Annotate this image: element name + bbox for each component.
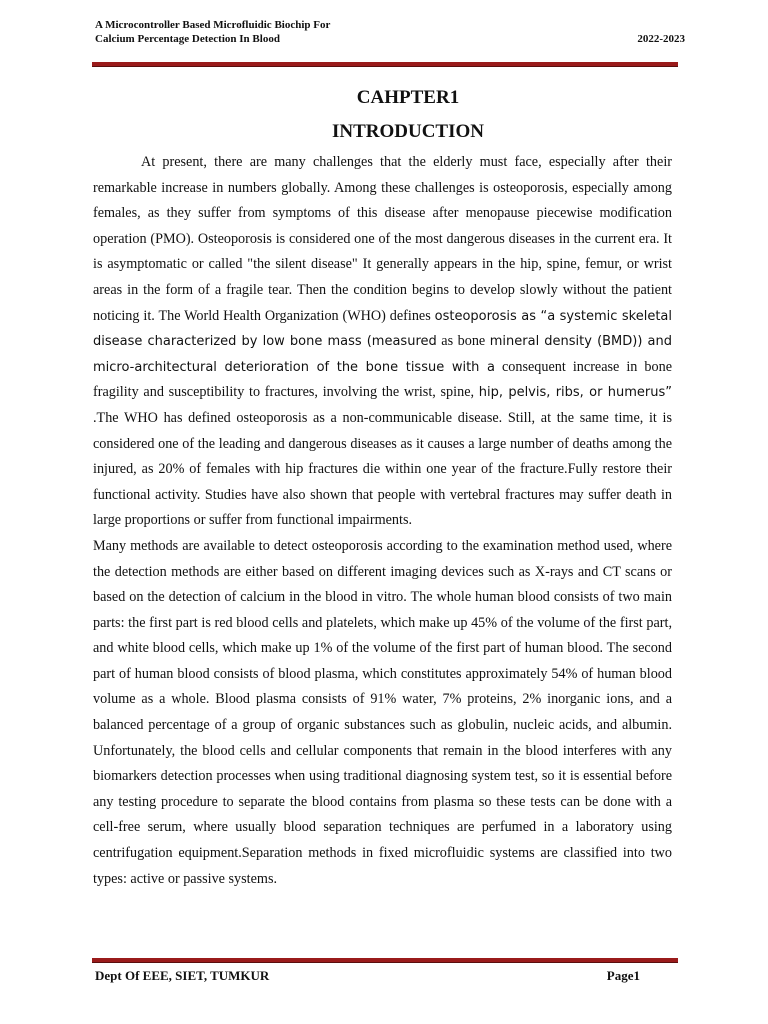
header-title xyxy=(95,18,687,46)
body-text xyxy=(93,150,672,892)
header-year: 2022-2023 xyxy=(637,33,685,45)
header-title-line2: Calcium Percentage Detection In Blood xyxy=(95,33,280,45)
chapter-title: INTRODUCTION xyxy=(331,121,485,142)
footer-dept: Dept Of EEE, SIET, TUMKUR xyxy=(95,968,270,983)
p1-quote-1: osteoporosis as “a systemic skeletal disease characterized by low bone mass (measured xyxy=(93,308,672,350)
p1-text-3: consequent increase in bone fragility and susceptibility to fractures, involving the wrist, spine, xyxy=(93,358,672,401)
header-rule xyxy=(92,62,678,67)
p1-text-4: .The WHO has defined osteoporosis as a non-communicable disease. Still, at the same time, it is considered one of the leading and dangerous diseases as it causes a large number of deaths among the injured, as 20% of females with hip fractures die within one year of the fracture.Fully restore their functional activity. Studies have also shown that people with vertebral fractures may suffer death in large proportions or suffer from functional impairments. xyxy=(93,409,672,529)
p1-text-2: as bone xyxy=(436,333,490,350)
paragraph-2: Many methods are available to detect osteoporosis according to the examination method used, where the detection methods are either based on different imaging devices such as X-rays and CT scans or based on the detection of calcium in the blood in vitro. The whole human blood consists of two main parts: the first part is red blood cells and platelets, which make up 45% of the volume of the first part, and white blood cells, which make up 1% of the volume of the first part of human blood. The second part of human blood consists of blood plasma, which constitutes approximately 54% of human blood volume as a whole. Blood plasma consists of 91% water, 7% proteins, 2% inorganic ions, and a balanced percentage of a group of organic substances such as globulin, nucleic acids, and albumin. Unfortunately, the blood cells and cellular components that remain in the blood interferes with any biomarkers detection processes when using traditional diagnosing system test, so it is essential before any testing procedure to separate the blood contains from plasma so these tests can be done with a cell-free serum, where usually blood separation techniques are perfumed in a laboratory using centrifugation equipment.Separation methods in fixed microfluidic systems are classified into two types: active or passive systems. xyxy=(93,537,672,887)
paragraph-1 xyxy=(93,150,672,534)
footer-rule xyxy=(92,958,678,963)
chapter-number: CAHPTER1 xyxy=(356,87,460,108)
p1-text-1: At present, there are many challenges that the elderly must face, especially after their remarkable increase in numbers globally. Among these challenges is osteoporosis, especially among females, as they suffer from symptoms of this disease after menopause piecewise modification operation (PMO). Osteoporosis is considered one of the most dangerous diseases in the current era. It is asymptomatic or called "the silent disease" It generally appears in the hip, spine, femur, or wrist areas in the form of a fragile tear. Then the condition begins to develop slowly without the patient noticing it. The World Health Organization (WHO) defines xyxy=(93,154,672,324)
p1-quote-3: hip, pelvis, ribs, or humerus” xyxy=(478,385,672,401)
header-title-line1: A Microcontroller Based Microfluidic Biochip For xyxy=(95,19,331,31)
page-header xyxy=(95,18,687,46)
p1-quote-2: mineral density (BMD)) and micro-architectural deterioration of the bone tissue with a xyxy=(93,334,672,375)
page-footer xyxy=(95,968,640,984)
footer-page-number: Page1 xyxy=(606,968,640,983)
